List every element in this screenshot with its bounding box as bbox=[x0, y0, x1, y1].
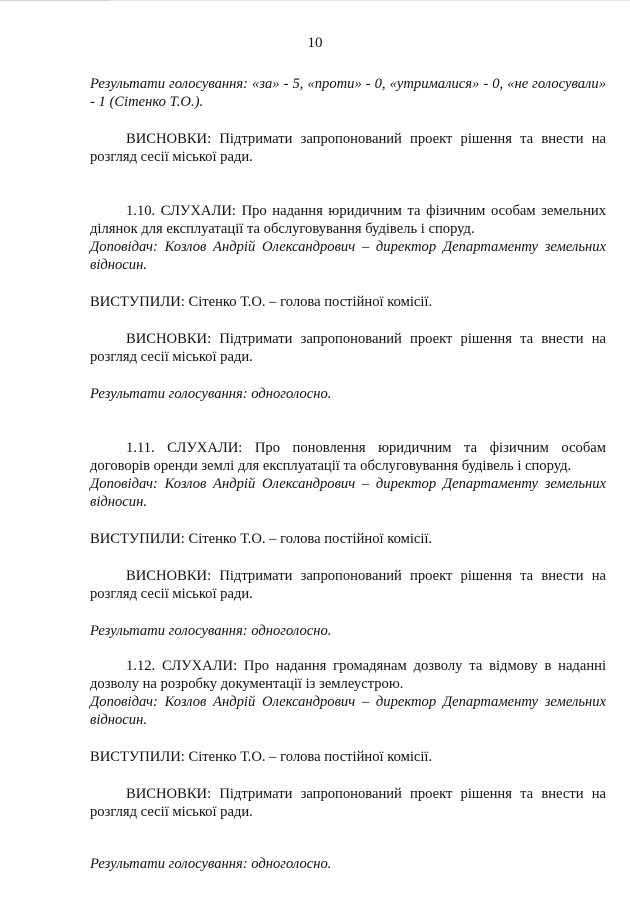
reporter: Доповідач: Козлов Андрій Олександрович – директор Департаменту земельних відносин. bbox=[90, 239, 606, 273]
spoke: ВИСТУПИЛИ: Сітенко Т.О. – голова постійної комісії. bbox=[90, 531, 433, 547]
vote-results: Результати голосування: одноголосно. bbox=[90, 856, 332, 872]
vote-results: Результати голосування: одноголосно. bbox=[90, 386, 332, 402]
reporter: Доповідач: Козлов Андрій Олександрович – директор Департаменту земельних відносин. bbox=[90, 694, 606, 728]
spoke: ВИСТУПИЛИ: Сітенко Т.О. – голова постійної комісії. bbox=[90, 749, 433, 765]
agenda-item-1-11 bbox=[90, 439, 606, 640]
agenda-item-1-12 bbox=[90, 657, 606, 873]
heard-item: 1.12. СЛУХАЛИ: Про надання громадянам дозволу та відмову в наданні дозволу на розробку документації із землеустрою. bbox=[90, 658, 606, 692]
heard-item: 1.10. СЛУХАЛИ: Про надання юридичним та фізичним особам земельних ділянок для експлуатації та обслуговування будівель і споруд. bbox=[90, 203, 606, 237]
vote-results: Результати голосування: «за» - 5, «проти» - 0, «утрималися» - 0, «не голосували» - 1 (Сітенко Т.О.). bbox=[90, 76, 606, 110]
conclusions: ВИСНОВКИ: Підтримати запропонований проект рішення та внести на розгляд сесії міської ради. bbox=[90, 331, 606, 365]
page-number: 10 bbox=[307, 35, 323, 51]
agenda-item-1-10 bbox=[90, 202, 606, 403]
document-body bbox=[90, 75, 606, 873]
reporter: Доповідач: Козлов Андрій Олександрович – директор Департаменту земельних відносин. bbox=[90, 476, 606, 510]
spoke: ВИСТУПИЛИ: Сітенко Т.О. – голова постійної комісії. bbox=[90, 294, 433, 310]
conclusions: ВИСНОВКИ: Підтримати запропонований проект рішення та внести на розгляд сесії міської ради. bbox=[90, 786, 606, 820]
scan-artifact-line bbox=[0, 0, 110, 1]
agenda-item-tail bbox=[90, 75, 606, 166]
conclusions: ВИСНОВКИ: Підтримати запропонований проект рішення та внести на розгляд сесії міської ради. bbox=[90, 131, 606, 165]
vote-results: Результати голосування: одноголосно. bbox=[90, 623, 332, 639]
conclusions: ВИСНОВКИ: Підтримати запропонований проект рішення та внести на розгляд сесії міської ради. bbox=[90, 568, 606, 602]
heard-item: 1.11. СЛУХАЛИ: Про поновлення юридичним та фізичним особам договорів оренди землі для експлуатації та обслуговування будівель і споруд. bbox=[90, 440, 606, 474]
